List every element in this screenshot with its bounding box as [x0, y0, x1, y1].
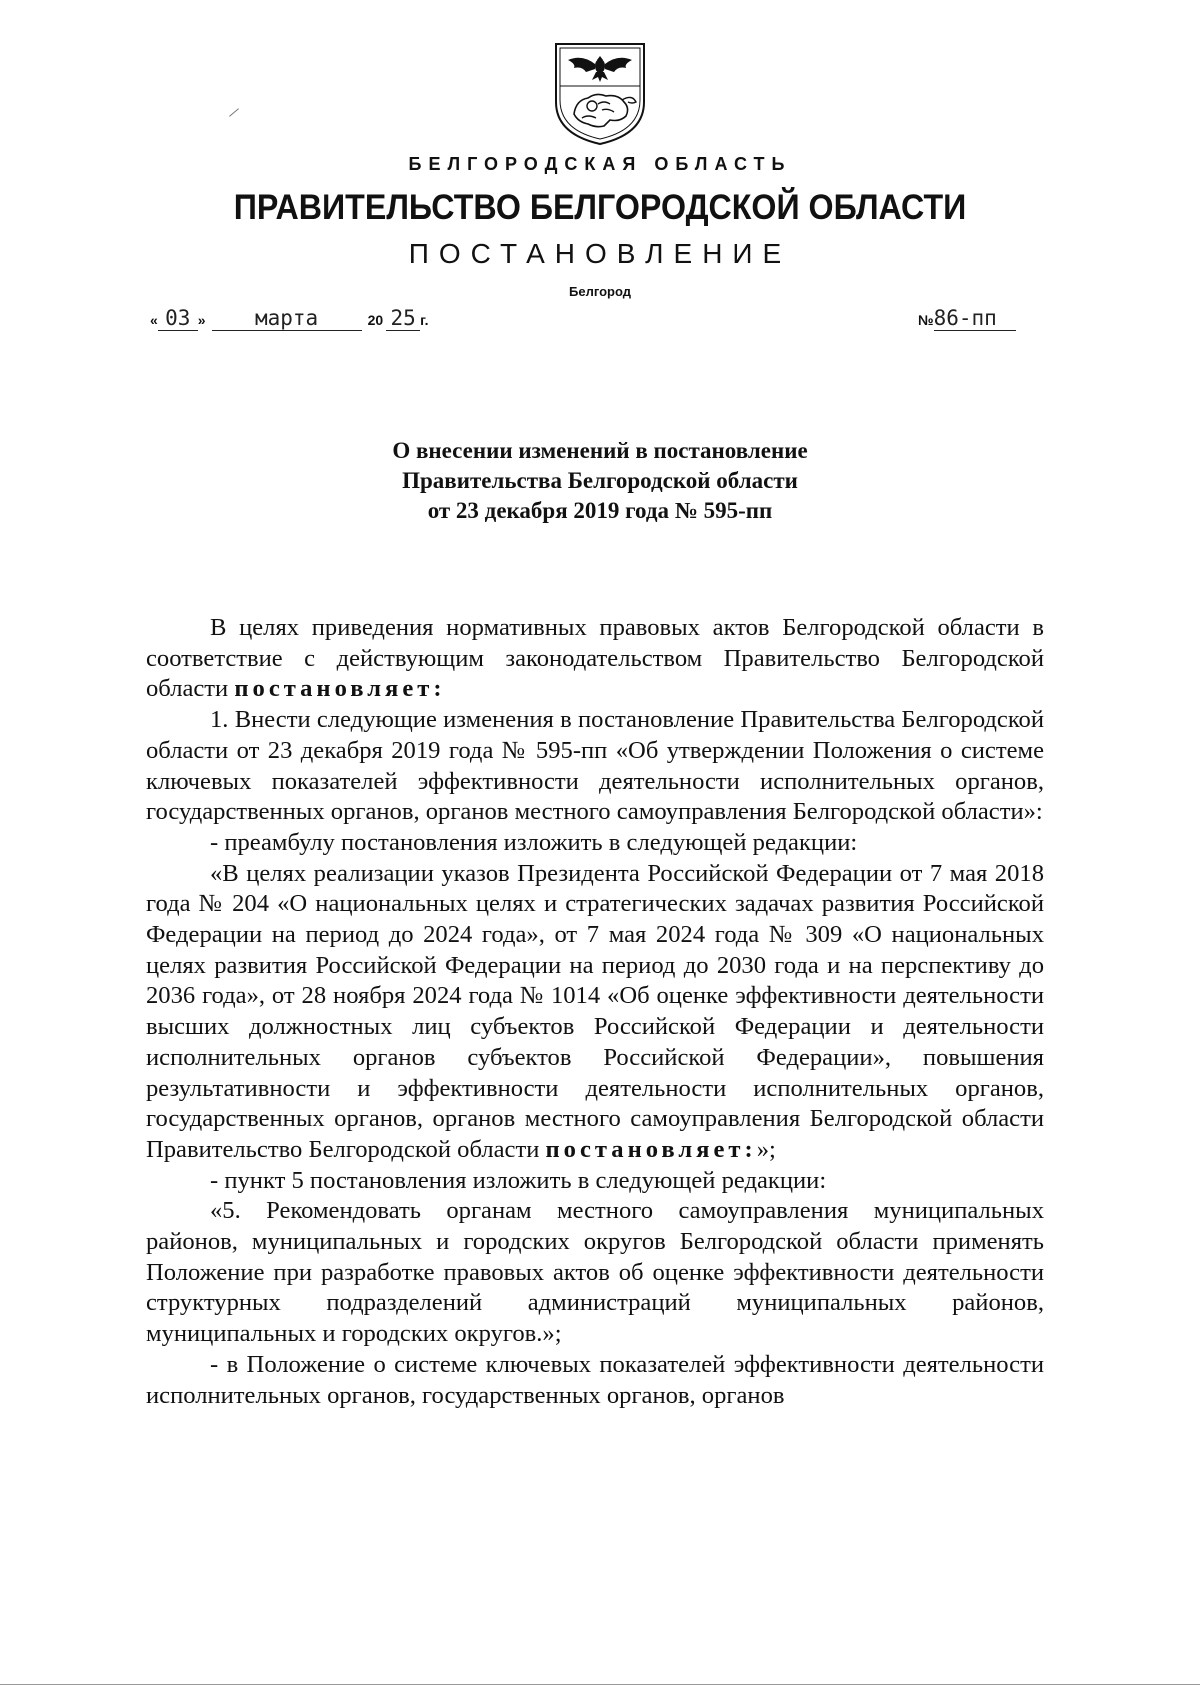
preamble-text: В целях приведения нормативных правовых актов Белгородской области в соответствие с действующим законодательством Правительство Белгородской области	[146, 614, 1044, 703]
date-year-prefix: 20	[367, 312, 384, 328]
date-month: марта	[254, 306, 319, 330]
title-line-1: О внесении изменений в постановление	[392, 438, 808, 463]
number-value: 86-пп	[933, 306, 997, 330]
scan-mark	[229, 108, 239, 116]
region-name: БЕЛГОРОДСКАЯ ОБЛАСТЬ	[408, 154, 792, 174]
title-line-3: от 23 декабря 2019 года № 595-пп	[427, 498, 773, 523]
resolves-word-2: постановляет:	[545, 1135, 757, 1163]
document-type: ПОСТАНОВЛЕНИЕ	[408, 238, 792, 269]
new-preamble-text: «В целях реализации указов Президента Российской Федерации от 7 мая 2018 года № 204 «О национальных целях и стратегических задачах развития Российской Федерации на период до 2024 года», от 7 мая 2024 года № 309 «О национальных целях развития Российской Федерации на период до 2030 года и на перспективу до 2036 года», от 28 ноября 2024 года № 1014 «Об оценке эффективности деятельности высших должностных лиц субъектов Российской Федерации и деятельности исполнительных органов субъектов Российской Федерации», повышения результативности и эффективности деятельности исполнительных органов, государственных органов, органов местного самоуправления Белгородской области Правительство Белгородской области	[146, 859, 1044, 1163]
page-bottom-rule	[0, 1684, 1200, 1685]
date-year-suffix: 25	[390, 306, 416, 330]
resolves-word: постановляет:	[234, 675, 446, 703]
document-number	[918, 306, 1016, 331]
date-open-quote: «	[150, 312, 158, 328]
date-close-quote: »	[197, 312, 206, 328]
new-preamble-tail: »;	[756, 1135, 776, 1163]
paragraph-item-5-change: - пункт 5 постановления изложить в следующей редакции:	[210, 1166, 827, 1194]
document-body	[146, 613, 1044, 1411]
coat-of-arms-emblem	[552, 42, 648, 146]
date-year-abbr: г.	[420, 312, 429, 328]
document-date	[150, 306, 429, 331]
paragraph-new-preamble	[146, 859, 1044, 1166]
paragraph-regulation-change: - в Положение о системе ключевых показателей эффективности деятельности исполнительных органов, государственных органов, органов	[146, 1350, 1044, 1409]
paragraph-preamble-change: - преамбулу постановления изложить в следующей редакции:	[210, 828, 858, 856]
paragraph-preamble	[146, 613, 1044, 705]
paragraph-item-5-text: «5. Рекомендовать органам местного самоуправления муниципальных районов, муниципальных и городских округов Белгородской области применять Положение при разработке правовых актов об оценке эффективности деятельности структурных подразделений администраций муниципальных районов, муниципальных и городских округов.»;	[146, 1197, 1044, 1348]
paragraph-item-1: 1. Внести следующие изменения в постановление Правительства Белгородской области от 23 декабря 2019 года № 595-пп «Об утверждении Положения о системе ключевых показателей эффективности деятельности исполнительных органов, государственных органов, органов местного самоуправления Белгородской области»:	[146, 706, 1044, 826]
government-name: ПРАВИТЕЛЬСТВО БЕЛГОРОДСКОЙ ОБЛАСТИ	[233, 188, 967, 227]
city-name: Белгород	[569, 284, 631, 299]
date-day: 03	[165, 306, 191, 330]
document-title	[0, 436, 1200, 526]
title-line-2: Правительства Белгородской области	[402, 468, 798, 493]
number-label: №	[918, 312, 934, 328]
